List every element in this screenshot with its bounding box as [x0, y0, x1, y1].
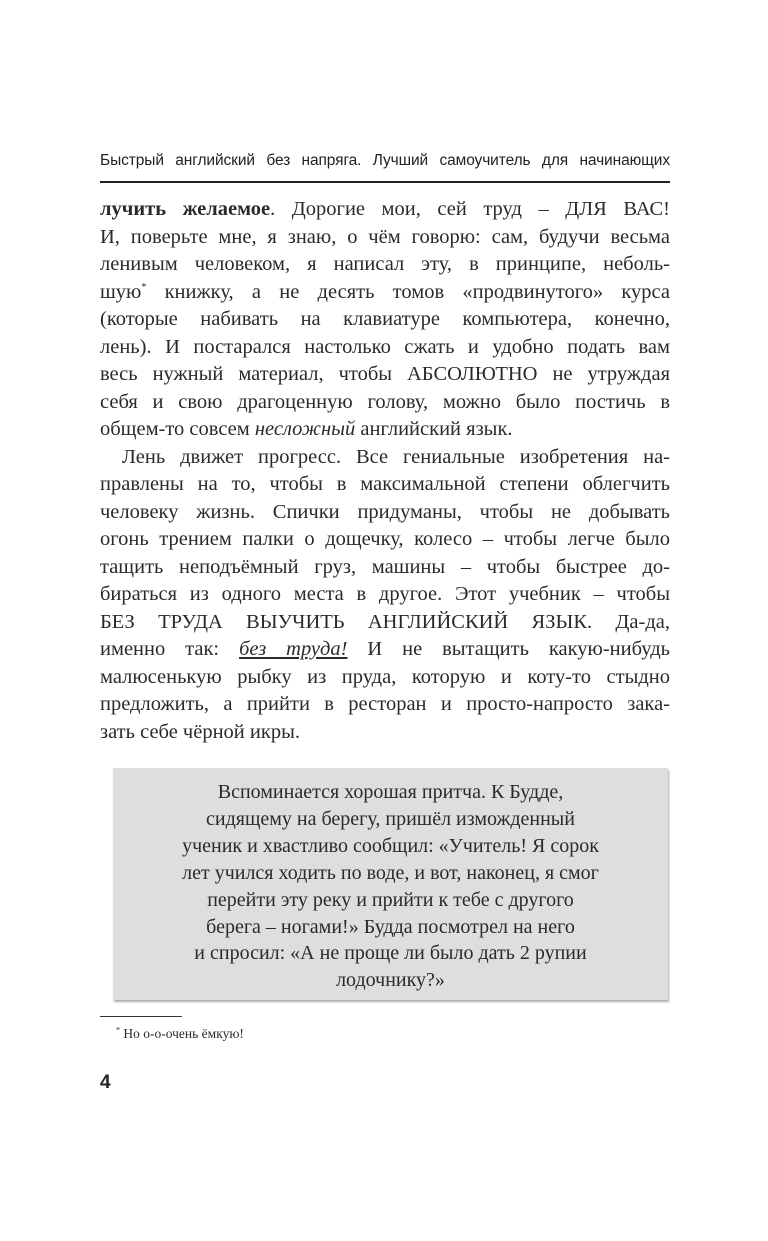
- text-run: И, поверьте мне, я знаю, о чём говорю: сам, будучи весьма: [100, 225, 670, 248]
- text-run: зать себе чёрной икры.: [100, 720, 300, 743]
- text-run: правлены на то, чтобы в максимальной степени облегчить: [100, 473, 670, 495]
- running-head: Быстрый английский без напряга. Лучший самоучитель для начинающих: [100, 152, 670, 169]
- parable-line: лодочнику?»: [336, 969, 445, 992]
- text-run: малюсенькую рыбку из пруда, которую и коту-то стыдно: [100, 665, 670, 688]
- text-line: [100, 691, 670, 719]
- text-line: [100, 196, 670, 224]
- text-line: [100, 224, 670, 252]
- text-run: книжку, а не десять томов «продвинутого» курса: [146, 280, 670, 303]
- text-run: себя и свою драгоценную голову, можно было постичь в: [100, 390, 670, 413]
- underlined-text: без труда!: [239, 638, 348, 660]
- text-run: БЕЗ ТРУДА ВЫУЧИТЬ АНГЛИЙСКИЙ ЯЗЫК. Да-да,: [100, 610, 670, 633]
- footnote-text: Но о-о-очень ёмкую!: [123, 1026, 244, 1041]
- parable-line: перейти эту реку и прийти к тебе с другого: [207, 888, 574, 911]
- parable-line: берега – ногами!» Будда посмотрел на него: [206, 915, 575, 938]
- text-run: английский язык.: [355, 418, 513, 440]
- footnote-rule: [100, 1016, 182, 1017]
- text-run: И не вытащить какую-нибудь: [347, 638, 670, 660]
- header-rule: [100, 181, 670, 183]
- text-line: [100, 636, 670, 664]
- footnote-ref: *: [141, 281, 147, 293]
- text-line: [100, 306, 670, 334]
- text-line: [100, 389, 670, 417]
- text-run: тащить неподъёмный груз, машины – чтобы быстрее до-: [100, 555, 670, 578]
- text-line: [100, 526, 670, 554]
- footnote-marker: *: [116, 1025, 120, 1035]
- footnote: [116, 1026, 244, 1042]
- text-run: именно так:: [100, 638, 240, 660]
- text-line: [100, 554, 670, 582]
- text-line: [100, 279, 670, 307]
- text-line: [100, 609, 670, 637]
- text-run: лень). И постарался настолько сжать и удобно подать вам: [100, 335, 670, 358]
- text-run: бираться из одного места в другое. Этот учебник – чтобы: [100, 583, 670, 605]
- parable-line: ученик и хвастливо сообщил: «Учитель! Я сорок: [182, 834, 599, 857]
- text-run: . Дорогие мои, сей труд – ДЛЯ ВАС!: [270, 198, 670, 220]
- parable-line: и спросил: «А не проще ли было дать 2 рупии: [194, 942, 587, 965]
- text-run: ленивым человеком, я написал эту, в принципе, неболь-: [100, 253, 670, 275]
- text-line: [100, 719, 670, 747]
- text-run: предложить, а прийти в ресторан и просто-напросто зака-: [100, 693, 670, 715]
- text-run: шую: [100, 280, 142, 303]
- text-run: огонь трением палки о дощечку, колесо – чтобы легче было: [100, 528, 670, 550]
- italic-text: несложный: [254, 418, 356, 440]
- text-line: [100, 499, 670, 527]
- parable-line: сидящему на берегу, пришёл изможденный: [206, 807, 575, 830]
- text-line: [100, 444, 670, 472]
- text-line: [100, 334, 670, 362]
- parable-line: Вспоминается хорошая притча. К Будде,: [217, 781, 564, 803]
- text-line: [100, 416, 670, 444]
- parable-box: [113, 768, 668, 1000]
- body-text: [100, 196, 670, 746]
- bold-text: лучить желаемое: [100, 198, 271, 220]
- page-number: 4: [100, 1072, 111, 1093]
- text-run: весь нужный материал, чтобы АБСОЛЮТНО не утруждая: [100, 363, 670, 385]
- text-run: общем-то совсем: [100, 418, 255, 440]
- text-line: [100, 581, 670, 609]
- text-run: Лень движет прогресс. Все гениальные изобретения на-: [122, 445, 670, 468]
- text-line: [100, 361, 670, 389]
- text-run: человеку жизнь. Спички придуманы, чтобы не добывать: [100, 500, 670, 523]
- text-line: [100, 251, 670, 279]
- text-run: (которые набивать на клавиатуре компьютера, конечно,: [100, 308, 670, 330]
- parable-line: лет учился ходить по воде, и вот, наконец, я смог: [182, 861, 599, 884]
- text-line: [100, 471, 670, 499]
- text-line: [100, 664, 670, 692]
